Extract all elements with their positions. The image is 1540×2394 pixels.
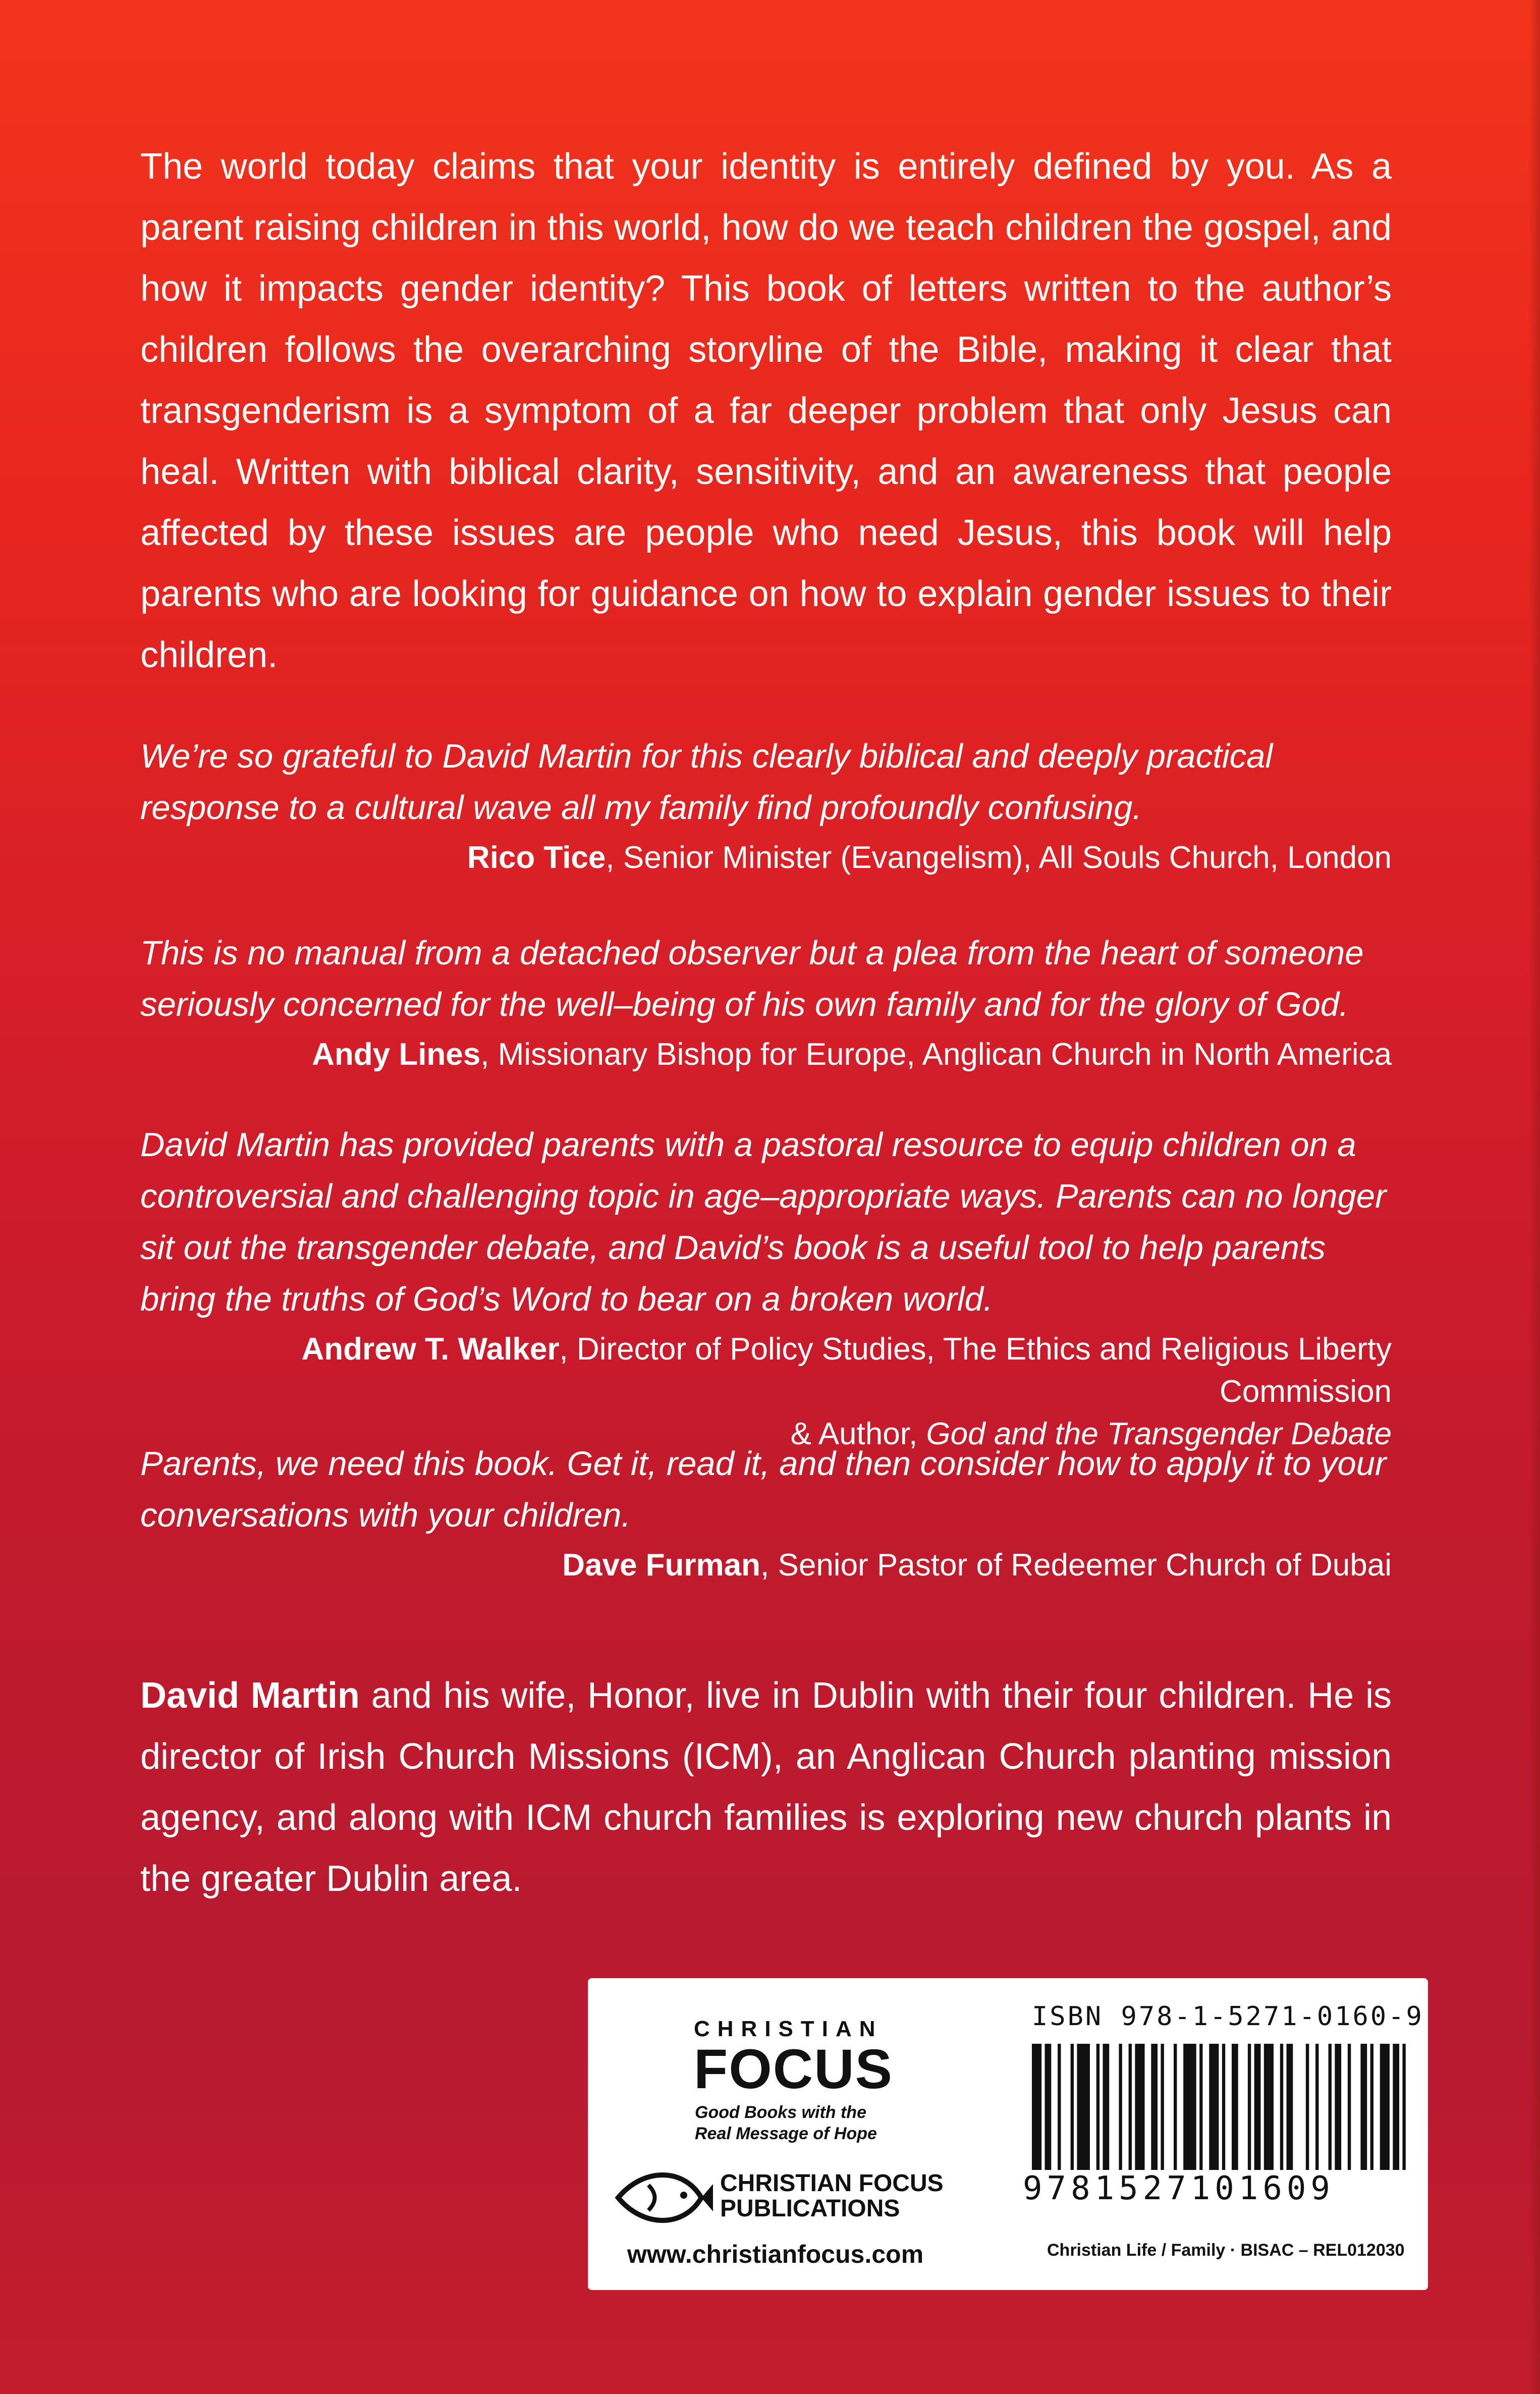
endorser-name: Rico Tice [467, 840, 606, 875]
barcode-bar [1370, 2044, 1373, 2170]
tagline-line-1: Good Books with the [695, 2103, 866, 2122]
barcode-bar [1280, 2044, 1283, 2170]
barcode-bar [1254, 2044, 1261, 2170]
endorser-role: , Senior Minister (Evangelism), All Souls Church, London [606, 840, 1392, 875]
publisher-logo-focus: FOCUS [694, 2038, 893, 2100]
book-blurb: The world today claims that your identity is entirely defined by you. As a parent raising children in this world, how do we teach children the gospel, and how it impacts gender identity? This book of letters written to the author’s children follows the overarching storyline of the Bible, making it clear that transgenderism is a symptom of a far deeper problem that only Jesus can heal. Written with biblical clarity, sensitivity, and an awareness that people affected by these issues are people who need Jesus, this book will help parents who are looking for guidance on how to explain gender issues to their children. [140, 146, 1392, 675]
barcode-bar [1135, 2044, 1144, 2170]
imprint-line-2: PUBLICATIONS [720, 2195, 900, 2222]
endorsement-quote: David Martin has provided parents with a pastoral resource to equip children on a controversial and challenging topic in age–appropriate ways. Parents can no longer sit out the transgender debate, and David’s book is a useful tool to help parents bring the truths of God’s Word to bear on a broken world. [140, 1126, 1387, 1318]
author-bio-text: and his wife, Honor, live in Dublin with their four children. He is director of Irish Church Missions (ICM), an Anglican Church planting mission agency, and along with ICM church families is exploring new church plants in the greater Dublin area. [140, 1675, 1392, 1899]
barcode-bar [1058, 2044, 1061, 2170]
barcode-bar [1360, 2044, 1367, 2170]
endorser-role: , Director of Policy Studies, The Ethics and Religious Liberty Commission [559, 1332, 1392, 1409]
endorsement-2 [140, 928, 1392, 1076]
endorsement-quote: We’re so grateful to David Martin for this clearly biblical and deeply practical response to a cultural wave all my family find profoundly confusing. [140, 737, 1273, 827]
endorsement-4 [140, 1438, 1392, 1587]
publisher-tagline [695, 2102, 877, 2144]
endorser-name: Dave Furman [562, 1548, 761, 1583]
endorsement-quote: Parents, we need this book. Get it, read it, and then consider how to apply it to your conversations with your children. [140, 1445, 1387, 1534]
barcode-bar [1032, 2044, 1041, 2170]
endorsement-1 [140, 731, 1392, 879]
endorser-role-line2: & Author, [790, 1417, 926, 1451]
endorsement-attribution [140, 837, 1392, 879]
endorser-name: Andrew T. Walker [301, 1332, 560, 1367]
barcode-bar [1287, 2044, 1293, 2170]
endorser-role: , Missionary Bishop for Europe, Anglican Church in North America [480, 1037, 1392, 1072]
barcode-bar [1329, 2044, 1332, 2170]
barcode-bar [1402, 2044, 1405, 2170]
barcode-bar [1161, 2044, 1164, 2170]
barcode-bar [1393, 2044, 1399, 2170]
barcode-bar [1209, 2044, 1219, 2170]
fish-logo-icon [613, 2170, 714, 2225]
barcode-bar [1315, 2044, 1318, 2170]
barcode-bar [1151, 2044, 1158, 2170]
imprint-line-1: CHRISTIAN FOCUS [720, 2170, 944, 2197]
barcode-bar [1129, 2044, 1132, 2170]
barcode-bar [1174, 2044, 1177, 2170]
publisher-website: www.christianfocus.com [627, 2240, 924, 2268]
barcode-bar [1248, 2044, 1251, 2170]
publisher-logo-christian: CHRISTIAN [694, 2017, 883, 2041]
author-name: David Martin [140, 1675, 360, 1716]
endorser-name: Andy Lines [312, 1037, 481, 1072]
barcode-bar [1335, 2044, 1341, 2170]
endorsement-attribution [140, 1033, 1392, 1076]
cover-edge [1529, 0, 1540, 2394]
barcode-digits: 9781527101609 [1023, 2170, 1335, 2207]
barcode-bar [1348, 2044, 1351, 2170]
barcode-bar [1232, 2044, 1238, 2170]
barcode-bar [1380, 2044, 1390, 2170]
barcode-bar [1096, 2044, 1099, 2170]
bisac-category: Christian Life / Family · BISAC – REL012030 [1047, 2241, 1405, 2260]
endorsement-quote: This is no manual from a detached observer but a plea from the heart of someone seriously concerned for the well–being of his own family and for the glory of God. [140, 934, 1364, 1023]
endorsement-attribution [140, 1328, 1392, 1455]
endorsement-3 [140, 1119, 1392, 1455]
endorser-book-title: God and the Transgender Debate [926, 1417, 1392, 1451]
author-bio [140, 1665, 1392, 1910]
barcode-bar [1077, 2044, 1090, 2170]
endorser-role: , Senior Pastor of Redeemer Church of Dubai [760, 1548, 1392, 1583]
barcode-bar [1071, 2044, 1074, 2170]
barcode-bar [1264, 2044, 1274, 2170]
barcode-bar [1183, 2044, 1196, 2170]
barcode-bar [1306, 2044, 1309, 2170]
barcode-bar [1103, 2044, 1110, 2170]
barcode-bar [1119, 2044, 1122, 2170]
publisher-imprint [720, 2171, 944, 2221]
isbn-text: ISBN 978-1-5271-0160-9 [1032, 2001, 1424, 2032]
tagline-line-2: Real Message of Hope [695, 2124, 877, 2143]
barcode-bar [1045, 2044, 1052, 2170]
publisher-barcode-label [588, 1978, 1428, 2290]
barcode-bar [1222, 2044, 1225, 2170]
endorsement-attribution [140, 1544, 1392, 1587]
barcode-bar [1199, 2044, 1202, 2170]
